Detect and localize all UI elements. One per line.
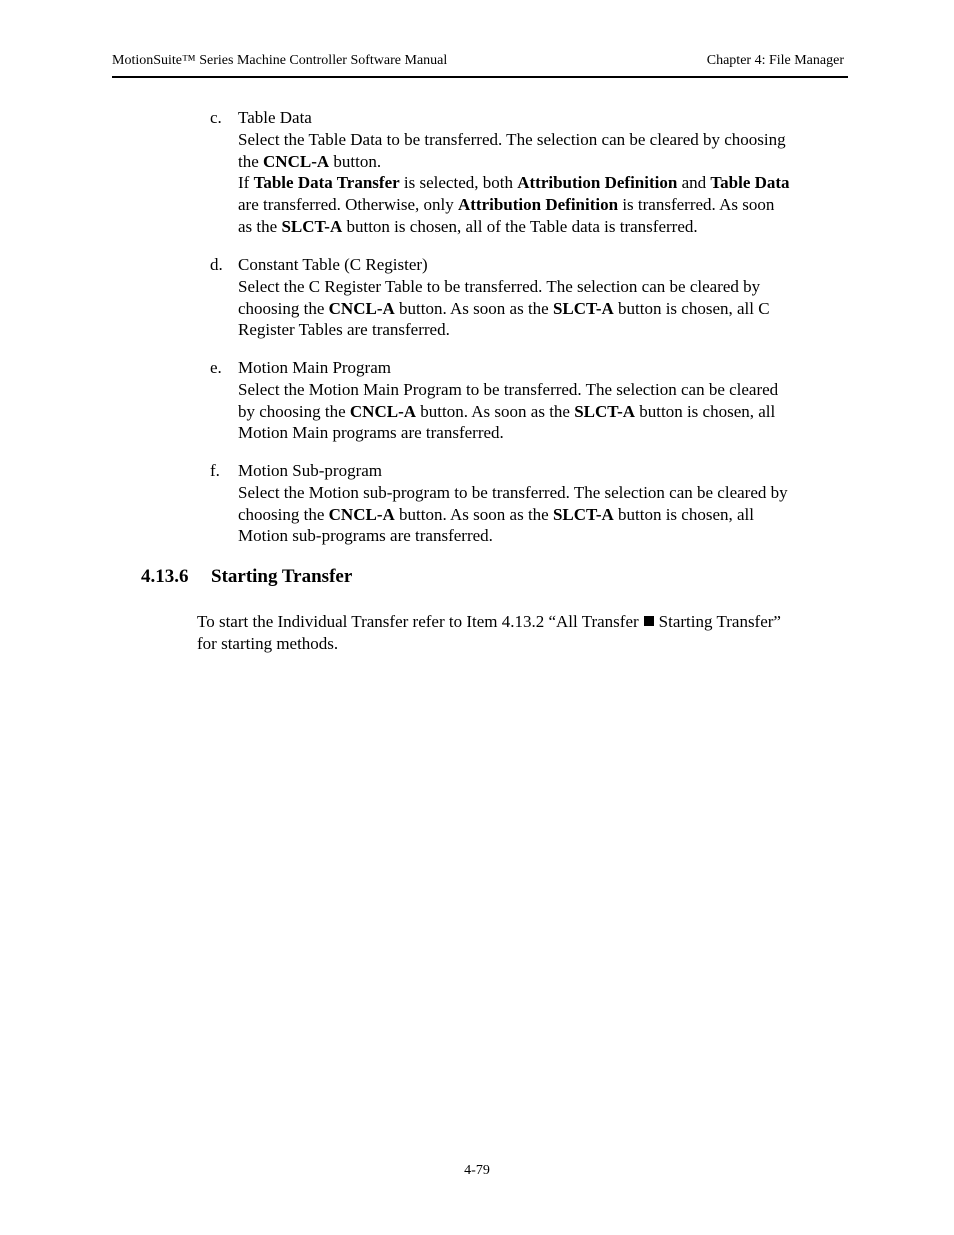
cncl-a-term: CNCL-A: [263, 151, 330, 171]
list-item-constant-table: [210, 254, 850, 341]
item-title: Motion Main Program: [238, 358, 391, 377]
item-line: by choosing the CNCL-A button. As soon as the SLCT-A button is chosen, all: [238, 401, 776, 421]
item-line: Select the Motion sub-program to be transferred. The selection can be cleared by: [238, 482, 788, 502]
list-marker: e.: [210, 358, 222, 377]
item-line: Motion sub-programs are transferred.: [238, 526, 493, 546]
item-title: Constant Table (C Register): [238, 255, 428, 274]
page-number: 4-79: [464, 1163, 490, 1178]
list-item-motion-main-program: [210, 357, 850, 444]
section-number: 4.13.6: [141, 566, 189, 587]
list-marker: f.: [210, 461, 220, 480]
item-line: If Table Data Transfer is selected, both Attribution Definition and Table Data: [238, 173, 790, 193]
black-square-icon: [644, 616, 654, 626]
item-line: Motion Main programs are transferred.: [238, 423, 504, 443]
list-item-motion-sub-program: [210, 460, 850, 547]
item-line: as the SLCT-A button is chosen, all of the Table data is transferred.: [238, 216, 698, 236]
page-header: [112, 52, 848, 78]
item-line: the CNCL-A button.: [238, 151, 382, 171]
header-chapter: Chapter 4: File Manager: [706, 53, 844, 68]
header-title: MotionSuite™ Series Machine Controller Software Manual: [112, 53, 448, 68]
body-paragraph: [197, 611, 847, 655]
section-heading: [141, 566, 352, 588]
item-title: Motion Sub-program: [238, 461, 383, 480]
item-line: choosing the CNCL-A button. As soon as the SLCT-A button is chosen, all C: [238, 298, 770, 318]
paragraph-line: To start the Individual Transfer refer to Item 4.13.2 “All Transfer Starting Transfer”: [197, 612, 781, 631]
item-line: are transferred. Otherwise, only Attribution Definition is transferred. As soon: [238, 195, 775, 215]
item-title: Table Data: [238, 108, 312, 127]
item-line: Select the C Register Table to be transferred. The selection can be cleared by: [238, 276, 761, 296]
section-title: Starting Transfer: [211, 566, 353, 587]
item-line: Register Tables are transferred.: [238, 320, 450, 340]
item-line: Select the Table Data to be transferred. The selection can be cleared by choosing: [238, 129, 786, 149]
paragraph-line: for starting methods.: [197, 633, 339, 653]
list-marker: d.: [210, 255, 223, 274]
list-marker: c.: [210, 108, 222, 127]
item-line: choosing the CNCL-A button. As soon as the SLCT-A button is chosen, all: [238, 504, 754, 524]
list-item-table-data: [210, 107, 850, 238]
slct-a-term: SLCT-A: [281, 216, 343, 236]
item-line: Select the Motion Main Program to be transferred. The selection can be cleared: [238, 379, 779, 399]
